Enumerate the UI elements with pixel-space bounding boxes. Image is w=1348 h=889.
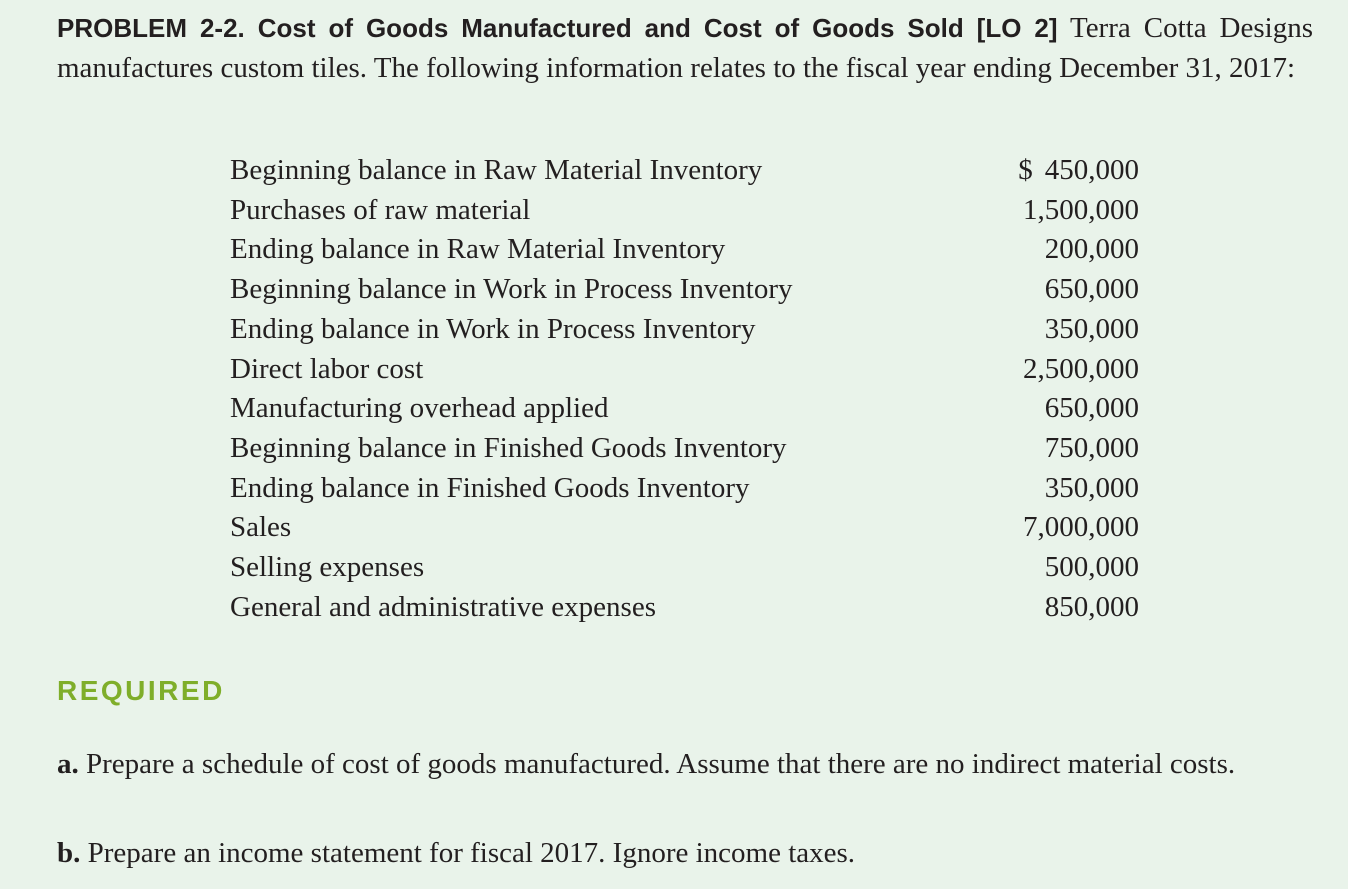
item-label: General and administrative expenses xyxy=(230,590,656,623)
table-row xyxy=(230,429,1139,469)
required-heading: REQUIRED xyxy=(57,675,225,706)
item-amount: 1,500,000 xyxy=(1023,193,1139,226)
currency-symbol: $ xyxy=(1018,154,1033,186)
item-label: Ending balance in Work in Process Inventory xyxy=(230,312,756,345)
item-amount: 500,000 xyxy=(1044,551,1139,584)
required-text-a: Prepare a schedule of cost of goods manufactured. Assume that there are no indirect material costs. xyxy=(86,748,1236,780)
item-label: Selling expenses xyxy=(230,551,425,584)
item-amount: 200,000 xyxy=(1044,233,1139,266)
required-item-a xyxy=(57,743,1313,785)
item-label: Purchases of raw material xyxy=(230,193,531,226)
item-label: Beginning balance in Finished Goods Inventory xyxy=(230,431,787,464)
item-label: Beginning balance in Work in Process Inventory xyxy=(230,273,793,306)
item-amount: $ 450,000 xyxy=(978,151,1139,191)
table-row xyxy=(230,389,1139,429)
table-row xyxy=(230,588,1139,628)
item-amount: 7,000,000 xyxy=(1023,511,1139,544)
problem-heading: PROBLEM 2-2. Cost of Goods Manufactured and Cost of Goods Sold [LO 2] xyxy=(57,13,1058,43)
table-row xyxy=(230,230,1139,270)
table-row xyxy=(230,151,1139,191)
table-row xyxy=(230,350,1139,390)
problem-page xyxy=(57,8,1313,869)
table-row xyxy=(230,191,1139,231)
item-amount: 650,000 xyxy=(1044,273,1139,306)
required-text-b: Prepare an income statement for fiscal 2017. Ignore income taxes. xyxy=(87,837,856,869)
item-label: Sales xyxy=(230,511,292,544)
data-table xyxy=(230,151,1139,627)
required-letter-a: a. xyxy=(57,748,79,780)
item-label: Ending balance in Finished Goods Inventory xyxy=(230,471,750,504)
table-row xyxy=(230,310,1139,350)
item-amount: 750,000 xyxy=(1044,431,1139,464)
item-amount: 350,000 xyxy=(1044,471,1139,504)
item-amount: 850,000 xyxy=(1044,590,1139,623)
item-label: Ending balance in Raw Material Inventory xyxy=(230,233,726,266)
item-amount: 650,000 xyxy=(1044,392,1139,425)
problem-intro xyxy=(57,8,1313,88)
table-row xyxy=(230,270,1139,310)
required-letter-b: b. xyxy=(57,837,81,869)
table-row xyxy=(230,469,1139,509)
table-row xyxy=(230,548,1139,588)
item-label: Manufacturing overhead applied xyxy=(230,392,609,425)
required-item-b xyxy=(57,832,1313,874)
item-amount: 350,000 xyxy=(1044,312,1139,345)
item-label: Direct labor cost xyxy=(230,352,424,385)
item-amount: 2,500,000 xyxy=(1023,352,1139,385)
problem-intro-text: Terra Cotta Designs manufactures custom tiles. The following information relates to the fiscal year ending December 31, 2017: xyxy=(57,12,1313,84)
item-label: Beginning balance in Raw Material Inventory xyxy=(230,154,763,186)
table-row xyxy=(230,508,1139,548)
